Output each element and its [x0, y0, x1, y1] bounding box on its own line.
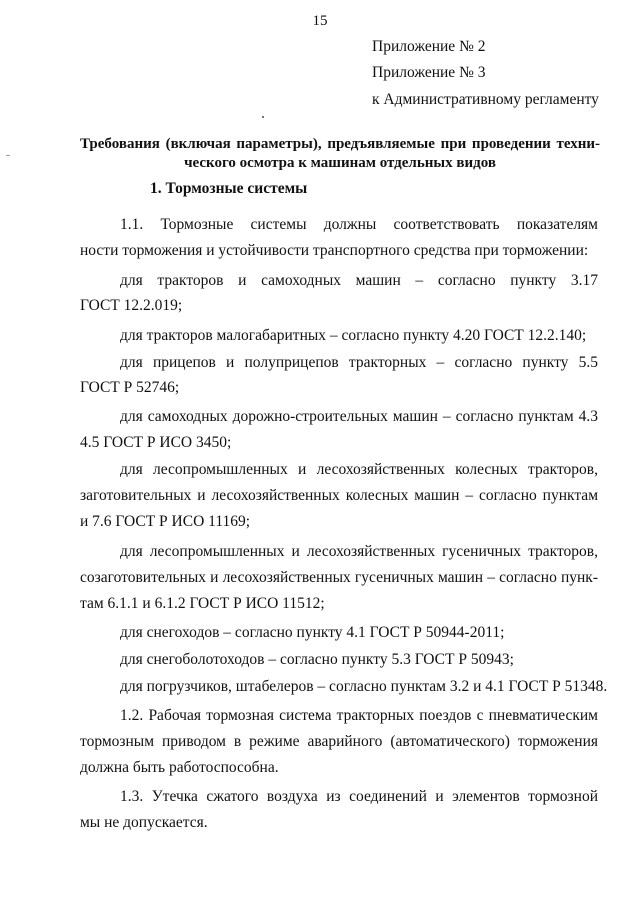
list-item-tractors-line-2: ГОСТ 12.2.019;: [80, 297, 183, 314]
list-item-tracked-line-3: там 6.1.1 и 6.1.2 ГОСТ Р ИСО 11512;: [80, 595, 325, 612]
list-item-small-tractors: для тракторов малогабаритных – согласно пункту 4.20 ГОСТ 12.2.140;: [120, 327, 587, 344]
scan-speck: [262, 116, 264, 118]
list-item-trailers-line-1: для прицепов и полуприцепов тракторных – согласно пункту 5.5: [120, 354, 598, 371]
paragraph-1-1-line-2: ности торможения и устойчивости транспортного средства при торможении:: [80, 242, 589, 259]
title-line-1: Требования (включая параметры), предъявляемые при проведении техни-: [80, 136, 600, 152]
appendix-3-label: Приложение № 3: [372, 64, 486, 81]
list-item-trailers-line-2: ГОСТ Р 52746;: [80, 379, 180, 396]
list-item-road-machines-line-2: 4.5 ГОСТ Р ИСО 3450;: [80, 434, 232, 451]
list-item-road-machines-line-1: для самоходных дорожно-строительных машин – согласно пунктам 4.3: [120, 408, 598, 425]
list-item-swamp-vehicles: для снегоболотоходов – согласно пункту 5.3 ГОСТ Р 50943;: [120, 651, 514, 668]
paragraph-1-2-line-2: тормозным приводом в режиме аварийного (автоматического) торможения: [80, 733, 598, 750]
paragraph-1-3-line-2: мы не допускается.: [80, 814, 208, 831]
list-item-snowmobiles: для снегоходов – согласно пункту 4.1 ГОСТ Р 50944-2011;: [120, 624, 505, 641]
list-item-tractors-line-1: для тракторов и самоходных машин – согласно пункту 3.17: [120, 272, 598, 289]
section-heading: 1. Тормозные системы: [150, 180, 308, 197]
list-item-wheeled-line-3: и 7.6 ГОСТ Р ИСО 11169;: [80, 513, 251, 530]
page-number: 15: [312, 13, 328, 29]
title-line-2: ческого осмотра к машинам отдельных видов: [184, 155, 496, 171]
paragraph-1-1-line-1: 1.1. Тормозные системы должны соответствовать показателям: [120, 216, 598, 233]
list-item-tracked-line-1: для лесопромышленных и лесохозяйственных гусеничных тракторов,: [120, 543, 598, 560]
paragraph-1-2-line-3: должна быть работоспособна.: [80, 759, 279, 776]
list-item-tracked-line-2: созаготовительных и лесохозяйственных гусеничных машин – согласно пунк-: [80, 569, 598, 586]
document-title: [80, 135, 600, 173]
paragraph-1-2-line-1: 1.2. Рабочая тормозная система тракторных поездов с пневматическим: [120, 707, 598, 724]
paragraph-1-3-line-1: 1.3. Утечка сжатого воздуха из соединений и элементов тормозной: [120, 788, 598, 805]
list-item-loaders: для погрузчиков, штабелеров – согласно пунктам 3.2 и 4.1 ГОСТ Р 51348.: [120, 678, 608, 695]
list-item-wheeled-line-1: для лесопромышленных и лесохозяйственных колесных тракторов,: [120, 461, 598, 478]
scan-mark: [6, 155, 10, 156]
regulation-reference: к Административному регламенту: [372, 91, 599, 108]
list-item-wheeled-line-2: заготовительных и лесохозяйственных колесных машин – согласно пунктам: [80, 487, 598, 504]
appendix-2-label: Приложение № 2: [372, 38, 486, 55]
